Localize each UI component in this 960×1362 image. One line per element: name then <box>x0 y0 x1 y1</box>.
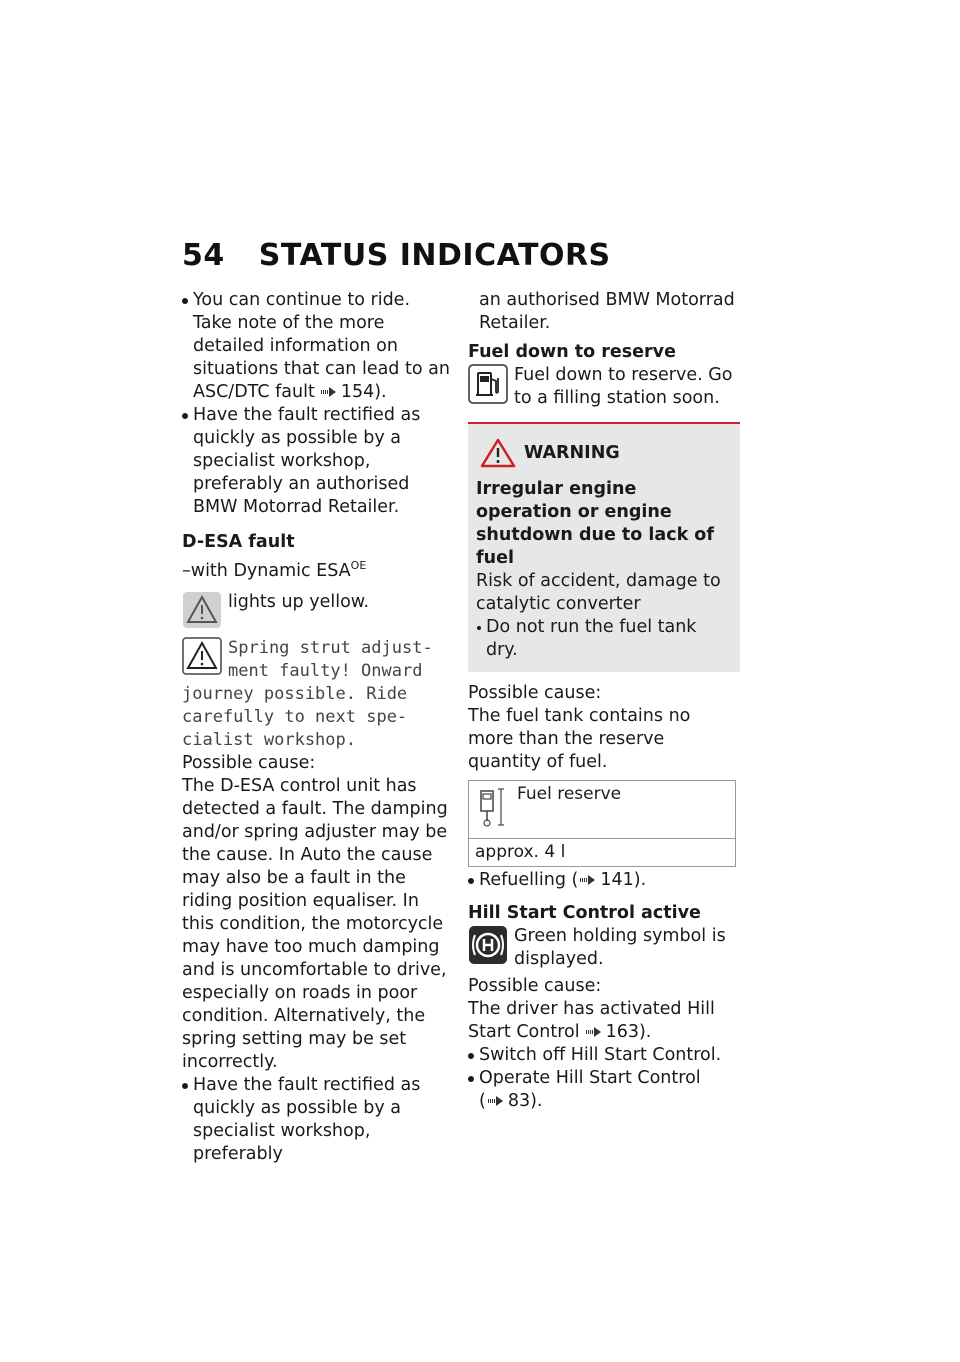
warning-heading: Irregular engine operation or engine shutdown due to lack of fuel <box>476 479 714 568</box>
general-warning-light-icon <box>182 591 222 629</box>
warning-triangle-icon <box>182 637 222 675</box>
warning-text: Risk of accident, damage to catalytic converter <box>476 571 721 614</box>
section-heading-fuel: Fuel down to reserve <box>468 342 676 362</box>
page-header <box>182 238 611 273</box>
list-item: Refuelling ( 141). <box>468 869 740 892</box>
page-title: STATUS INDICATORS <box>258 238 611 273</box>
fuel-pump-icon <box>468 364 508 404</box>
cause-description: The driver has activated Hill Start Control 163). <box>468 999 715 1042</box>
table-row <box>469 839 736 867</box>
table-cell: approx. 4 l <box>469 839 736 867</box>
page-reference-link[interactable]: 154). <box>340 382 387 402</box>
possible-cause-label: Possible cause: <box>468 683 602 703</box>
possible-cause-label: Possible cause: <box>468 976 602 996</box>
equipment-note: –with Dynamic $ESA^{OE}$ <box>182 559 367 581</box>
section-heading-hill-start: Hill Start Control active <box>468 903 701 923</box>
page-reference-link[interactable]: 163). <box>605 1022 652 1042</box>
possible-cause-label: Possible cause: <box>182 752 316 773</box>
warning-box <box>468 422 740 672</box>
cause-description: The fuel tank contains no more than the reserve quantity of fuel. <box>468 706 691 772</box>
list-item-continuation: ( 83). <box>479 1091 543 1111</box>
indicator-row: Green holding symbol is displayed. <box>468 925 740 971</box>
display-message-row <box>182 637 452 683</box>
table-row <box>469 781 736 839</box>
warning-triangle-icon <box>480 438 516 468</box>
page-reference-icon <box>321 387 337 397</box>
left-column <box>182 289 452 1166</box>
fuel-gauge-icon <box>475 783 511 829</box>
display-message-text-cont: journey possible. Ride carefully to next spe- cialist workshop. <box>182 683 408 750</box>
list-item-continuation: an authorised BMW Motorrad Retailer. <box>479 290 735 333</box>
list-item: Have the fault rectified as quickly as possible by a specialist workshop, preferably an authorised BMW Motorrad Retailer. <box>182 404 452 519</box>
page-reference-link[interactable]: 141). <box>600 870 647 890</box>
list-item: Operate Hill Start Control <box>468 1067 740 1090</box>
right-column <box>468 289 740 1113</box>
fuel-reserve-table <box>468 780 736 867</box>
list-item: You can continue to ride. <box>182 289 452 312</box>
page-reference-link[interactable]: 83). <box>507 1091 543 1111</box>
page-reference-icon <box>586 1027 602 1037</box>
section-heading-desa: D-ESA fault <box>182 532 295 552</box>
page-number: 54 <box>182 238 225 273</box>
indicator-row: Fuel down to reserve. Go to a filling station soon. <box>468 364 740 410</box>
indicator-row: lights up yellow. <box>182 591 452 629</box>
list-item: Switch off Hill Start Control. <box>468 1044 740 1067</box>
list-item-continuation: Take note of the more detailed information on situations that can lead to an ASC/DTC fault 154). <box>193 313 450 402</box>
list-item: Have the fault rectified as quickly as possible by a specialist workshop, preferably <box>182 1074 452 1166</box>
page-reference-icon <box>488 1096 504 1106</box>
display-message-text: Spring strut adjust- ment faulty! Onward <box>228 637 433 681</box>
page-reference-icon <box>580 875 596 885</box>
cause-description: The D-ESA control unit has detected a fault. The damping and/or spring adjuster may be the cause. In Auto the cause may also be a fault in the riding position equaliser. In this condition, the motorcycle may have too much damping and is uncomfortable to drive, especially on roads in poor condition. Alternatively, the spring setting may be set incorrectly. <box>182 775 448 1072</box>
table-header: Fuel reserve <box>517 784 622 804</box>
warning-list-item: Do not run the fuel tank dry. <box>476 616 732 662</box>
warning-title: WARNING <box>480 438 732 468</box>
hill-start-control-icon <box>468 925 508 965</box>
